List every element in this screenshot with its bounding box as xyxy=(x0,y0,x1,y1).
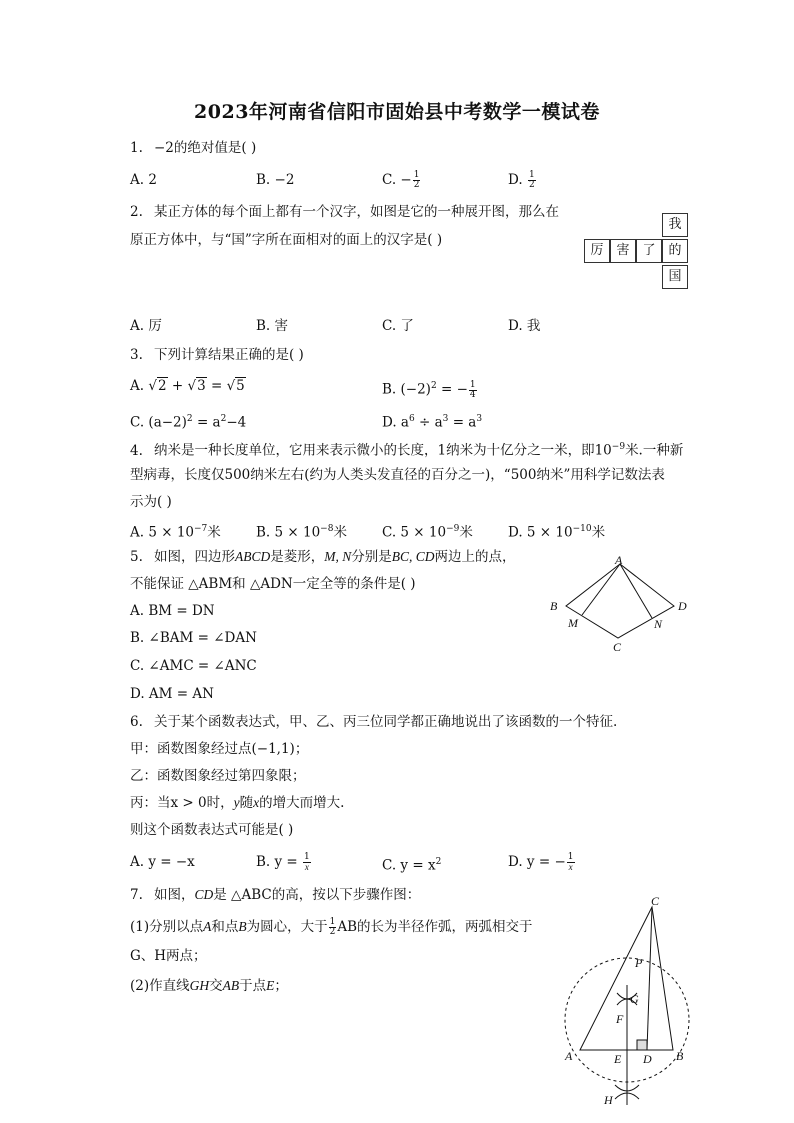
rhombus-figure xyxy=(540,552,700,656)
question-6-line2: 甲：函数图象经过点(−1,1)； xyxy=(130,741,309,757)
q6-option-b[interactable]: B. y = $\frac{1}{x}$ xyxy=(256,852,310,872)
label-P: P xyxy=(635,956,643,970)
q3-option-d[interactable]: D. $a^6 \div a^3 = a^3$ xyxy=(382,414,483,431)
q5-option-d[interactable]: D. AM = AN xyxy=(130,686,214,702)
net-cell-5: 的 xyxy=(662,239,688,263)
label-D: D xyxy=(678,599,687,613)
q5-option-a[interactable]: A. BM = DN xyxy=(130,603,215,619)
q2-option-b[interactable]: B. 害 xyxy=(256,318,289,334)
question-5-line2: 不能保证 △ABM和 △ADN一定全等的条件是( ) xyxy=(130,576,416,592)
question-7-line4: (2)作直线GH交AB于点E； xyxy=(130,978,288,994)
question-4-line3: 示为( ) xyxy=(130,494,172,510)
cube-net-figure xyxy=(584,213,692,289)
question-3: 3. 下列计算结果正确的是( ) xyxy=(130,347,304,363)
page-title: 2023年河南省信阳市固始县中考数学一模试卷 xyxy=(194,101,600,123)
q2-option-d[interactable]: D. 我 xyxy=(508,318,541,334)
q6-option-a[interactable]: A. y = −x xyxy=(130,854,195,870)
question-6-line5: 则这个函数表达式可能是( ) xyxy=(130,822,294,838)
q4-option-a[interactable]: A. $5 \times 10^{-7}$米 xyxy=(130,524,221,541)
question-2: 2. 某正方体的每个面上都有一个汉字，如图是它的一种展开图，那么在 xyxy=(130,204,559,220)
q5-option-b[interactable]: B. ∠BAM = ∠DAN xyxy=(130,630,257,646)
question-6-line3: 乙：函数图象经过第四象限； xyxy=(130,768,306,784)
q2-option-a[interactable]: A. 厉 xyxy=(130,318,162,334)
net-cell-2: 厉 xyxy=(584,239,610,263)
question-7-line3: G、H两点； xyxy=(130,948,207,964)
label-M: M xyxy=(568,616,578,630)
question-6: 6. 关于某个函数表达式，甲、乙、丙三位同学都正确地说出了该函数的一个特征. xyxy=(130,714,618,730)
question-2-line2: 原正方体中，与“国”字所在面相对的面上的汉字是( ) xyxy=(130,232,443,248)
net-cell-1: 我 xyxy=(662,213,688,237)
label-B: B xyxy=(676,1049,684,1063)
label-E: E xyxy=(614,1052,622,1066)
q3-option-c[interactable]: C. $(a-2)^2 = a^2-4$ xyxy=(130,414,247,431)
q3-option-b[interactable]: B. $(-2)^2$ = − $\frac{1}{4}$ xyxy=(382,379,476,400)
question-7: 7. 如图，CD是 △ABC的高，按以下步骤作图： xyxy=(130,887,421,903)
triangle-construction-figure xyxy=(555,893,700,1115)
label-C: C xyxy=(613,640,622,654)
label-H: H xyxy=(604,1093,613,1107)
question-4-line2: 型病毒，长度仅500纳米左右(约为人类头发直径的百分之一)，“500纳米”用科学记数法表 xyxy=(130,467,665,483)
label-F: F xyxy=(616,1012,624,1026)
q1-option-d[interactable]: D. $\frac{1}{2}$ xyxy=(508,170,535,190)
q6-option-d[interactable]: D. y = − $\frac{1}{x}$ xyxy=(508,852,574,872)
question-4: 4. 纳米是一种长度单位，它用来表示微小的长度，1纳米为十亿分之一米，即$10^{-9}$米.一种新 xyxy=(130,442,684,459)
q4-option-b[interactable]: B. $5 \times 10^{-8}$米 xyxy=(256,524,347,541)
question-7-line2: (1)分别以点A和点B为圆心，大于 $\frac{1}{2}$ AB的长为半径作弧，两弧相交于 xyxy=(130,917,533,937)
label-C: C xyxy=(651,894,660,908)
net-cell-6: 国 xyxy=(662,265,688,289)
label-G: G xyxy=(630,992,639,1006)
question-5: 5. 如图，四边形ABCD是菱形，M, N分别是BC, CD两边上的点， xyxy=(130,549,516,565)
q4-option-c[interactable]: C. $5 \times 10^{-9}$米 xyxy=(382,524,473,541)
label-D: D xyxy=(643,1052,652,1066)
label-A: A xyxy=(615,553,623,567)
net-cell-4: 了 xyxy=(636,239,662,263)
q4-option-d[interactable]: D. $5 \times 10^{-10}$米 xyxy=(508,524,606,541)
q3-option-a[interactable]: A. √2 + √3 = √5 xyxy=(130,378,245,394)
q1-option-a[interactable]: A. 2 xyxy=(130,172,157,188)
q1-option-b[interactable]: B. −2 xyxy=(256,172,295,188)
q1-option-c[interactable]: C. − $\frac{1}{2}$ xyxy=(382,170,420,190)
net-cell-3: 害 xyxy=(610,239,636,263)
q5-option-c[interactable]: C. ∠AMC = ∠ANC xyxy=(130,658,257,674)
label-N: N xyxy=(654,617,663,631)
label-B: B xyxy=(550,599,558,613)
q2-option-c[interactable]: C. 了 xyxy=(382,318,414,334)
question-1: 1. −2的绝对值是( ) xyxy=(130,140,257,156)
label-A: A xyxy=(565,1049,573,1063)
q6-option-c[interactable]: C. $y = x^2$ xyxy=(382,857,442,874)
question-6-line4: 丙：当x > 0时，y随x的增大而增大. xyxy=(130,795,345,811)
